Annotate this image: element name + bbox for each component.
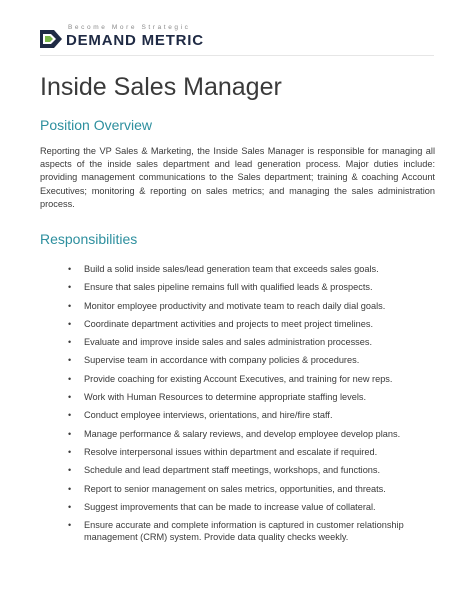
bullet-icon: • xyxy=(68,428,72,439)
bullet-icon: • xyxy=(68,318,72,329)
brand-name: DEMAND METRIC xyxy=(66,32,204,49)
list-item xyxy=(68,336,448,348)
bullet-icon: • xyxy=(68,446,72,457)
bullet-icon: • xyxy=(68,300,72,311)
list-item-text: Report to senior management on sales metrics, opportunities, and threats. xyxy=(84,483,386,494)
list-item-text: Ensure that sales pipeline remains full with qualified leads & prospects. xyxy=(84,282,373,293)
list-item xyxy=(68,446,448,458)
list-item-text: Schedule and lead department staff meetings, workshops, and functions. xyxy=(84,465,381,476)
list-item-text: Resolve interpersonal issues within department and escalate if required. xyxy=(84,446,378,457)
list-item-text: Monitor employee productivity and motivate team to reach daily dial goals. xyxy=(84,300,386,311)
bullet-icon: • xyxy=(68,483,72,494)
bullet-icon: • xyxy=(68,501,72,512)
bullet-icon: • xyxy=(68,282,72,293)
list-item-text: Supervise team in accordance with company policies & procedures. xyxy=(84,355,360,366)
bullet-icon: • xyxy=(68,337,72,348)
list-item xyxy=(68,318,448,330)
bullet-icon: • xyxy=(68,410,72,421)
list-item-text: Suggest improvements that can be made to increase value of collateral. xyxy=(84,501,376,512)
bullet-icon: • xyxy=(68,392,72,403)
header-divider xyxy=(40,55,434,56)
demand-metric-logo-icon xyxy=(40,28,62,50)
list-item xyxy=(68,519,448,543)
list-item xyxy=(68,281,448,293)
list-item-text: Conduct employee interviews, orientations, and hire/fire staff. xyxy=(84,410,333,421)
brand-block xyxy=(66,24,204,50)
list-item-text: Work with Human Resources to determine appropriate staffing levels. xyxy=(84,392,367,403)
responsibilities-heading: Responsibilities xyxy=(40,231,138,247)
list-item xyxy=(68,501,448,513)
list-item xyxy=(68,391,448,403)
list-item xyxy=(68,483,448,495)
page-title: Inside Sales Manager xyxy=(40,73,282,101)
position-overview-text: Reporting the VP Sales & Marketing, the Inside Sales Manager is responsible for managing all aspects of the inside sales department and lead generation process. Major duties include: providing management communications to the Sales department; training & coaching Account Executives; monitoring & reporting on sales metrics; and managing the sales administration process. xyxy=(40,146,435,209)
list-item xyxy=(68,300,448,312)
bullet-icon: • xyxy=(68,465,72,476)
list-item-text: Manage performance & salary reviews, and develop employee develop plans. xyxy=(84,428,401,439)
bullet-icon: • xyxy=(68,264,72,274)
list-item xyxy=(68,428,448,440)
list-item-text: Coordinate department activities and projects to meet project timelines. xyxy=(84,318,374,329)
list-item-text: Ensure accurate and complete information is captured in customer relationship management (CRM) system. Provide data quality checks weekly. xyxy=(84,520,404,543)
list-item-text: Evaluate and improve inside sales and sales administration processes. xyxy=(84,337,373,348)
list-item xyxy=(68,354,448,366)
position-overview-heading: Position Overview xyxy=(40,117,153,133)
page-header xyxy=(40,24,204,52)
list-item xyxy=(68,464,448,476)
responsibilities-list xyxy=(68,263,448,549)
bullet-icon: • xyxy=(68,355,72,366)
brand-tagline: Become More Strategic xyxy=(68,24,191,31)
bullet-icon: • xyxy=(68,520,72,531)
bullet-icon: • xyxy=(68,373,72,384)
list-item xyxy=(68,373,448,385)
list-item-text: Build a solid inside sales/lead generation team that exceeds sales goals. xyxy=(84,264,379,274)
list-item xyxy=(68,263,448,275)
list-item xyxy=(68,409,448,421)
list-item-text: Provide coaching for existing Account Executives, and training for new reps. xyxy=(84,373,393,384)
